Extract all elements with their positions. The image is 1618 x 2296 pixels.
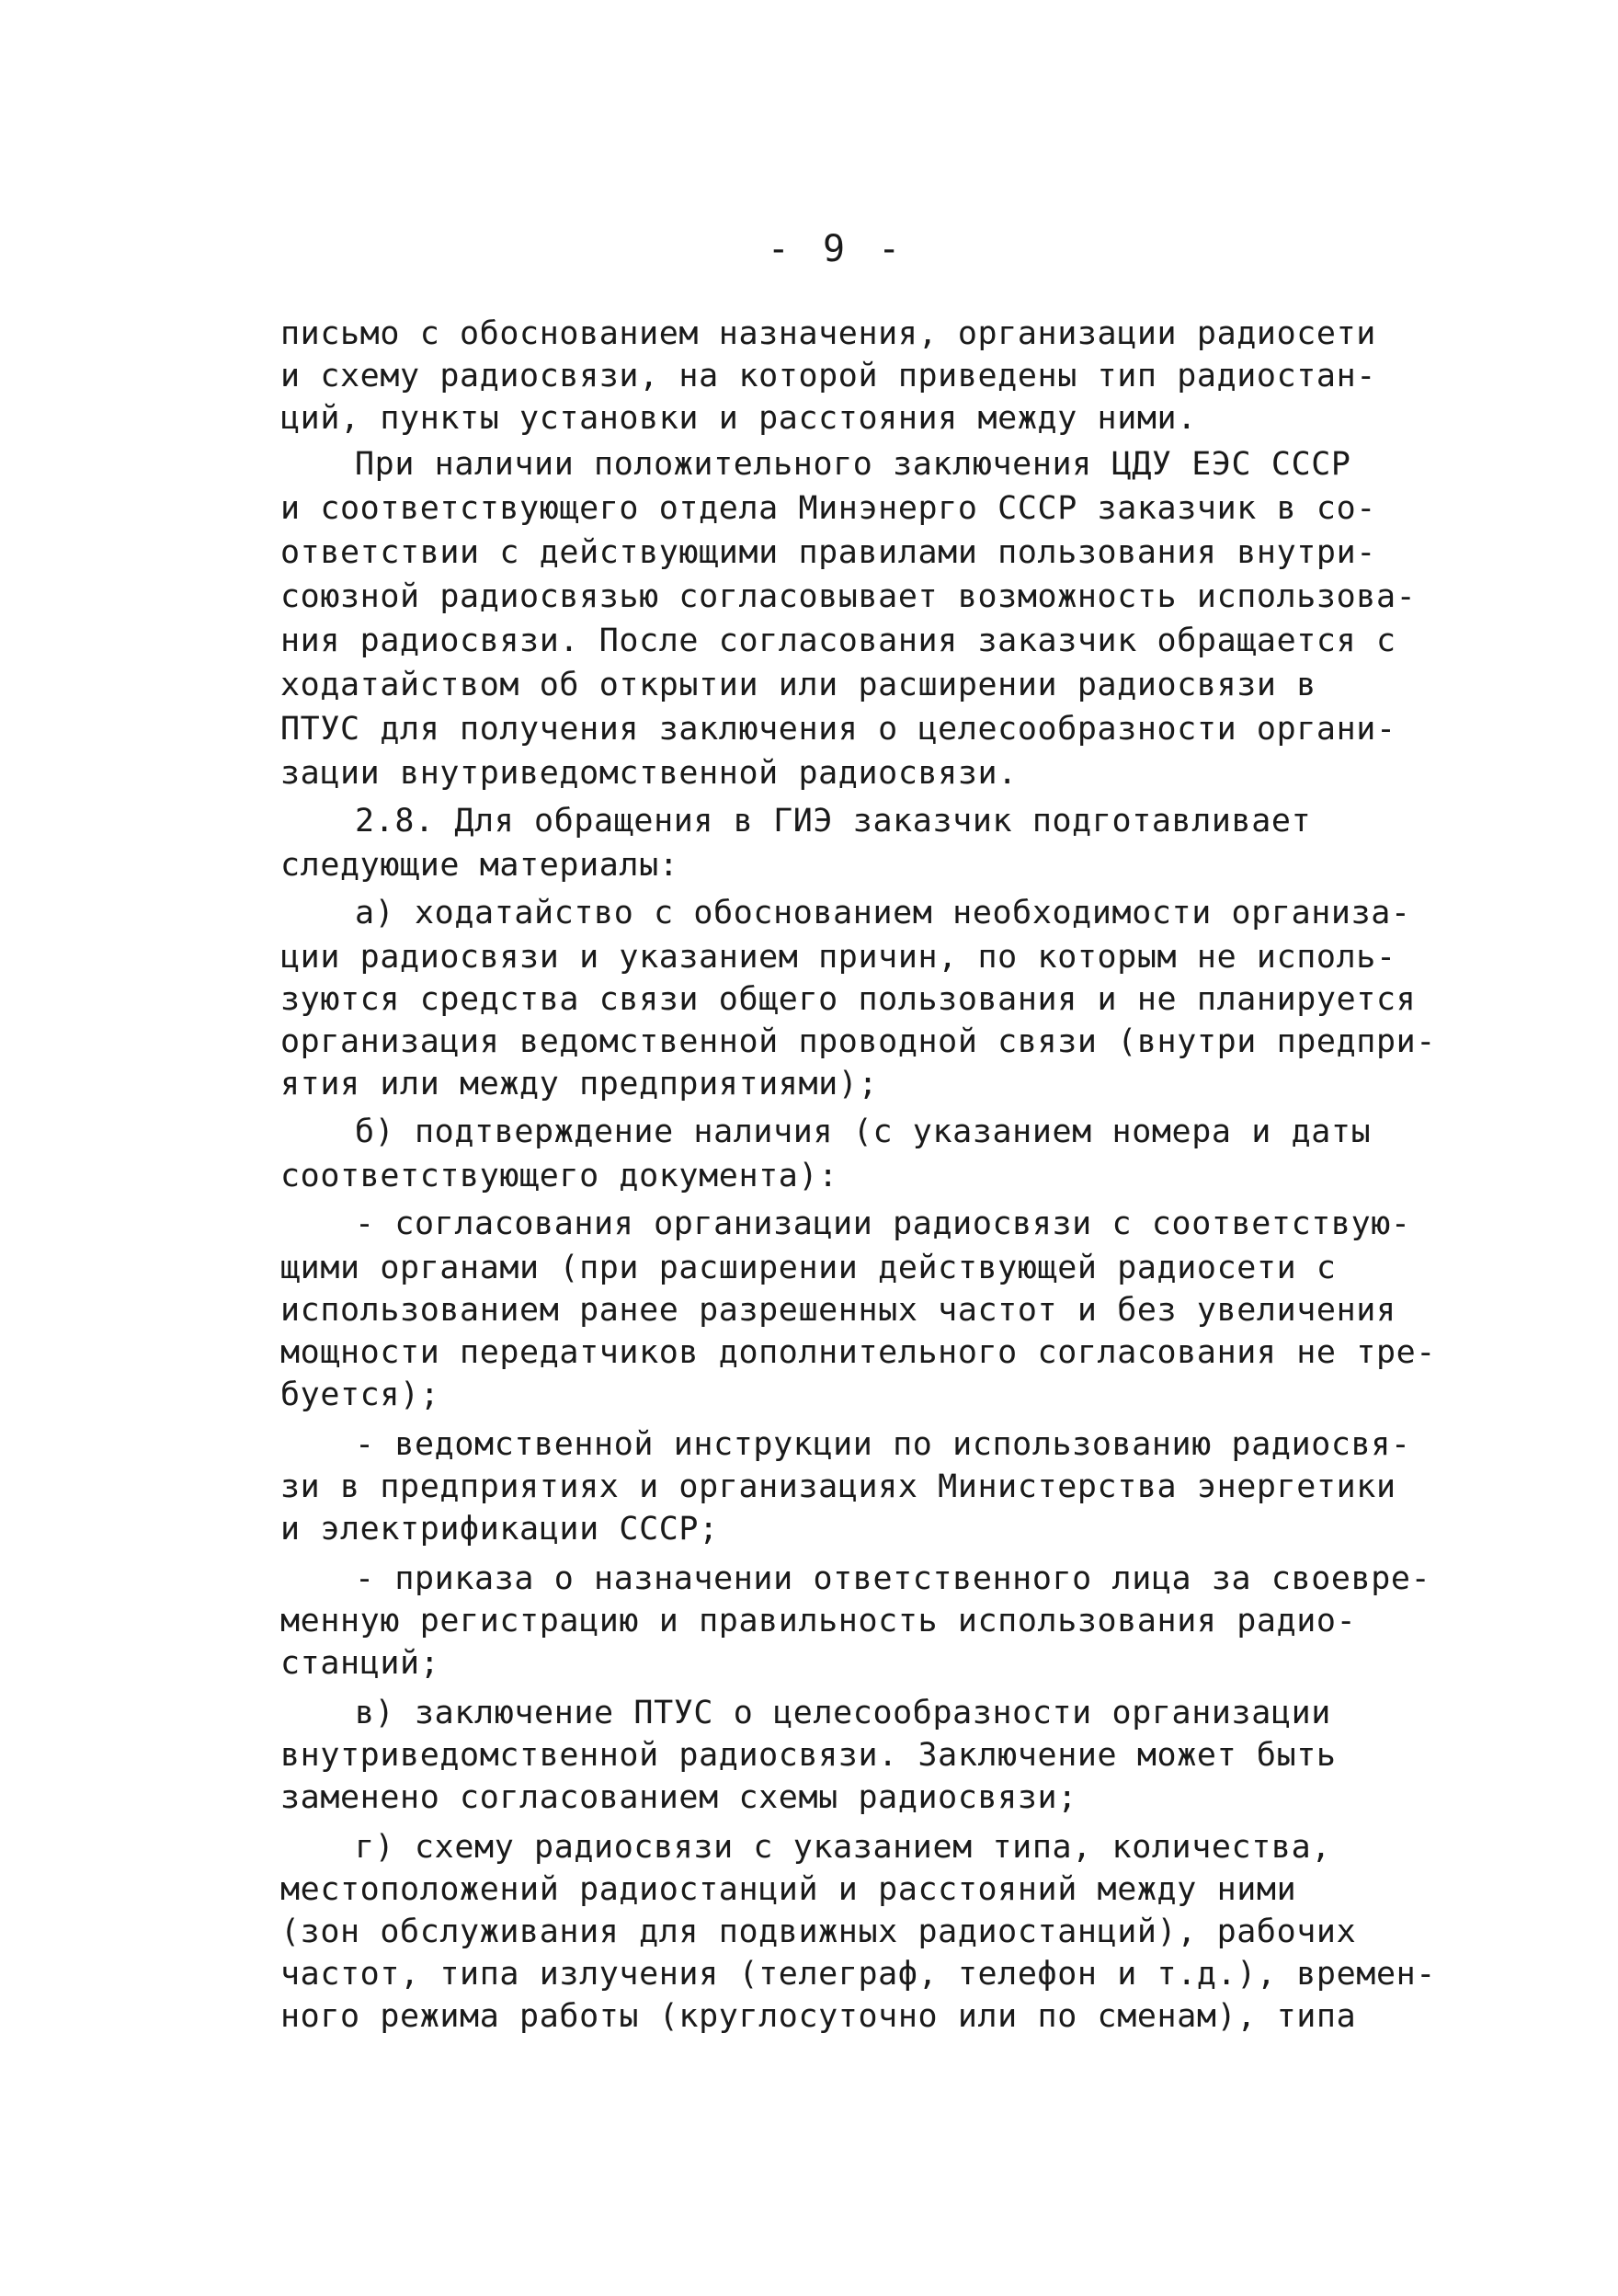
text-line: - ведомственной инструкции по использованию радиосвя- bbox=[355, 1426, 1411, 1463]
text-line: менную регистрацию и правильность использования радио- bbox=[280, 1603, 1357, 1639]
text-line: письмо с обоснованием назначения, организации радиосети bbox=[280, 315, 1376, 352]
text-line: ного режима работы (круглосуточно или по сменам), типа bbox=[280, 1998, 1357, 2035]
text-line: и электрификации СССР; bbox=[280, 1511, 719, 1548]
text-line: щими органами (при расширении действующей радиосети с bbox=[280, 1250, 1337, 1286]
text-line: мощности передатчиков дополнительного согласования не тре- bbox=[280, 1334, 1436, 1371]
text-line: буется); bbox=[280, 1376, 440, 1413]
text-line: частот, типа излучения (телеграф, телефон и т.д.), времен- bbox=[280, 1956, 1436, 1993]
text-line: ответствии с действующими правилами пользования внутри- bbox=[280, 534, 1376, 571]
text-line: зуются средства связи общего пользования и не планируется bbox=[280, 981, 1417, 1018]
text-line: внутриведомственной радиосвязи. Заключение может быть bbox=[280, 1737, 1337, 1774]
text-line: соответствующего документа): bbox=[280, 1158, 838, 1194]
text-line: в) заключение ПТУС о целесообразности организации bbox=[355, 1695, 1331, 1731]
text-line: ций, пункты установки и расстояния между ними. bbox=[280, 400, 1197, 437]
text-line: использованием ранее разрешенных частот и без увеличения bbox=[280, 1292, 1396, 1329]
text-line: союзной радиосвязью согласовывает возможность использова- bbox=[280, 578, 1417, 615]
text-line: зи в предприятиях и организациях Министерства энергетики bbox=[280, 1468, 1396, 1505]
text-line: ятия или между предприятиями); bbox=[280, 1066, 879, 1102]
text-line: организация ведомственной проводной связи (внутри предпри- bbox=[280, 1023, 1436, 1060]
text-line: - согласования организации радиосвязи с соответствую- bbox=[355, 1205, 1411, 1242]
text-line: (зон обслуживания для подвижных радиостанций), рабочих bbox=[280, 1913, 1357, 1950]
text-line: и соответствующего отдела Минэнерго СССР заказчик в со- bbox=[280, 490, 1376, 527]
text-line: следующие материалы: bbox=[280, 847, 679, 884]
text-line: - приказа о назначении ответственного лица за своевре- bbox=[355, 1560, 1431, 1597]
text-line: При наличии положительного заключения ЦДУ ЕЭС СССР bbox=[355, 446, 1351, 483]
text-line: зации внутриведомственной радиосвязи. bbox=[280, 755, 1018, 792]
text-line: а) ходатайство с обоснованием необходимости организа- bbox=[355, 895, 1411, 931]
page-number: - 9 - bbox=[767, 228, 906, 270]
text-line: заменено согласованием схемы радиосвязи; bbox=[280, 1779, 1077, 1816]
text-line: и схему радиосвязи, на которой приведены тип радиостан- bbox=[280, 358, 1376, 394]
text-line: ПТУС для получения заключения о целесообразности органи- bbox=[280, 711, 1396, 748]
text-line: г) схему радиосвязи с указанием типа, количества, bbox=[355, 1829, 1331, 1866]
text-line: ния радиосвязи. После согласования заказчик обращается с bbox=[280, 623, 1396, 659]
text-line: местоположений радиостанций и расстояний между ними bbox=[280, 1871, 1297, 1908]
text-line: 2.8. Для обращения в ГИЭ заказчик подготавливает bbox=[355, 803, 1312, 840]
text-line: ходатайством об открытии или расширении радиосвязи в bbox=[280, 667, 1316, 703]
text-line: станций; bbox=[280, 1645, 440, 1682]
text-line: б) подтверждение наличия (с указанием номера и даты bbox=[355, 1114, 1372, 1150]
text-line: ции радиосвязи и указанием причин, по которым не исполь- bbox=[280, 939, 1396, 976]
